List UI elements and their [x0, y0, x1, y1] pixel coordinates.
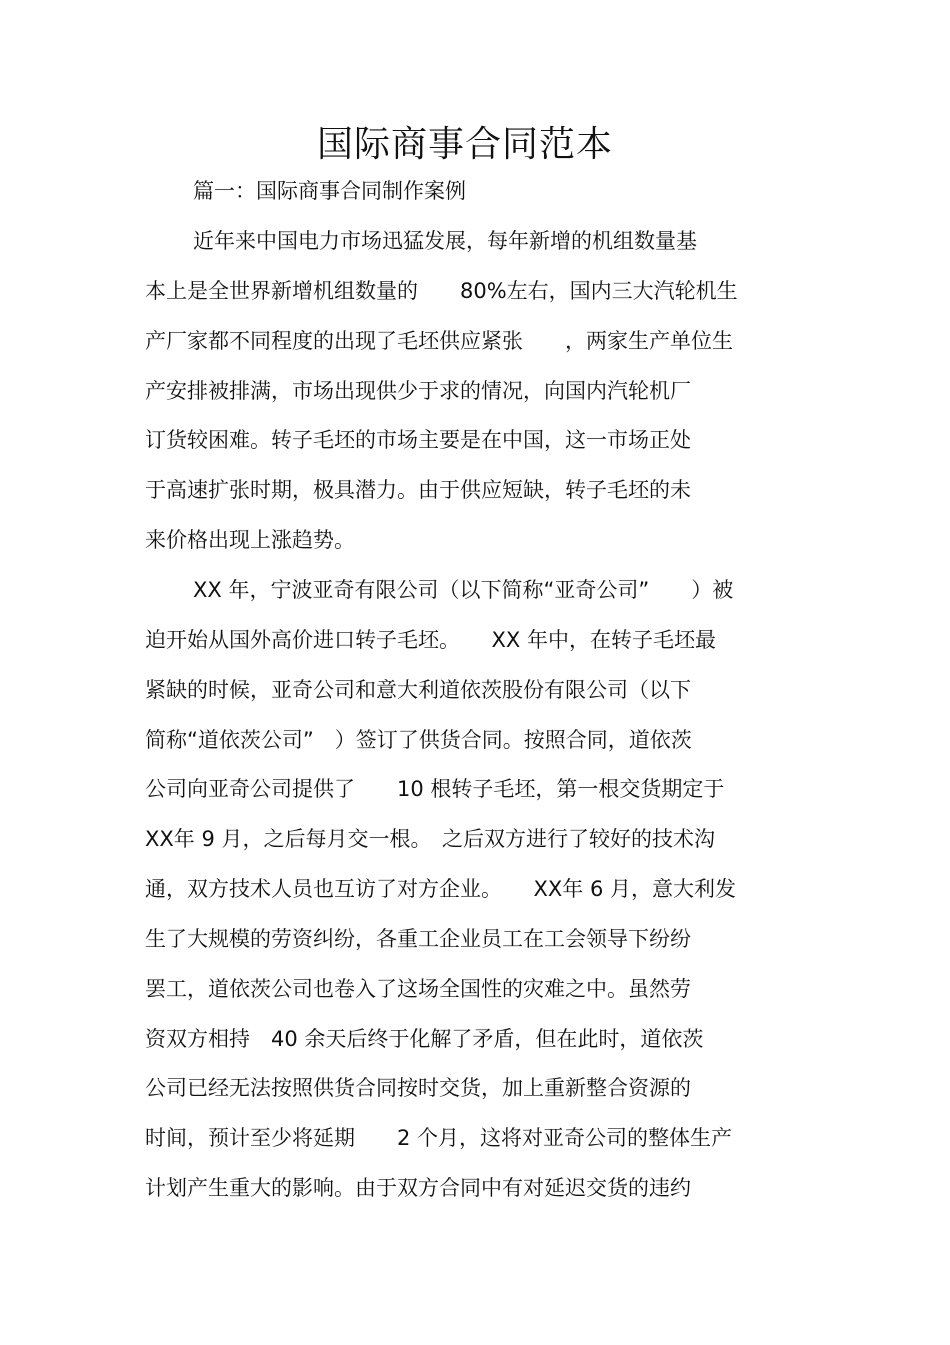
paragraph-line: 资双方相持 40 余天后终于化解了矛盾，但在此时，道依茨 [145, 1027, 704, 1051]
paragraph-line: 本上是全世界新增机组数量的 80%左右，国内三大汽轮机生 [145, 279, 738, 303]
paragraph-line: 来价格出现上涨趋势。 [145, 528, 355, 552]
paragraph-line: 近年来中国电力市场迅猛发展，每年新增的机组数量基 [193, 229, 697, 253]
paragraph-line: XX年 9 月，之后每月交一根。 之后双方进行了较好的技术沟 [145, 827, 715, 851]
paragraph-line: XX 年，宁波亚奇有限公司（以下简称“亚奇公司” ）被 [193, 578, 734, 602]
paragraph-line: 计划产生重大的影响。由于双方合同中有对延迟交货的违约 [145, 1176, 691, 1200]
paragraph-line: 时间，预计至少将延期 2 个月，这将对亚奇公司的整体生产 [145, 1126, 733, 1150]
paragraph-line: 简称“道依茨公司” ）签订了供货合同。按照合同，道依茨 [145, 728, 692, 752]
paragraph-line: 产厂家都不同程度的出现了毛坯供应紧张 ，两家生产单位生 [145, 329, 733, 353]
paragraph-line: 于高速扩张时期，极具潜力。由于供应短缺，转子毛坯的未 [145, 478, 691, 502]
paragraph-line: 罢工，道依茨公司也卷入了这场全国性的灾难之中。虽然劳 [145, 977, 691, 1001]
document-subtitle: 篇一：国际商事合同制作案例 [193, 179, 466, 203]
paragraph-line: 产安排被排满，市场出现供少于求的情况，向国内汽轮机厂 [145, 379, 691, 403]
paragraph-line: 订货较困难。转子毛坯的市场主要是在中国，这一市场正处 [145, 428, 691, 452]
paragraph-line: 迫开始从国外高价进口转子毛坯。 XX 年中，在转子毛坯最 [145, 628, 716, 652]
paragraph-line: 公司向亚奇公司提供了 10 根转子毛坯，第一根交货期定于 [145, 777, 725, 801]
paragraph-line: 公司已经无法按照供货合同按时交货，加上重新整合资源的 [145, 1076, 691, 1100]
document-title: 国际商事合同范本 [316, 124, 613, 165]
paragraph-line: 生了大规模的劳资纠纷，各重工企业员工在工会领导下纷纷 [145, 927, 691, 951]
paragraph-line: 紧缺的时候，亚奇公司和意大利道依茨股份有限公司（以下 [145, 678, 691, 702]
paragraph-line: 通，双方技术人员也互访了对方企业。 XX年 6 月，意大利发 [145, 877, 736, 901]
